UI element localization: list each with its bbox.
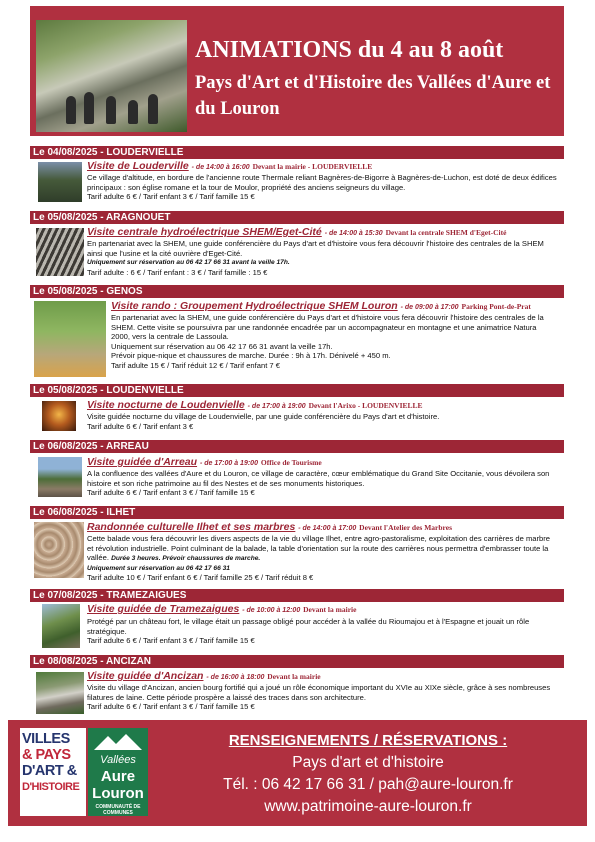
event-price: Tarif adulte 6 € / Tarif enfant 3 € / Tarif famille 15 € (87, 488, 255, 497)
event-place: Devant la centrale SHEM d'Eget-Cité (385, 228, 507, 237)
event-date-band: Le 07/08/2025 - TRAMEZAIGUES (30, 589, 564, 602)
event-photo (36, 228, 84, 276)
event-description (87, 239, 557, 277)
event-time: - de 17:00 à 19:00 (247, 403, 306, 410)
event-date-band: Le 06/08/2025 - ILHET (30, 506, 564, 519)
event-date-band: Le 05/08/2025 - ARAGNOUET (30, 211, 564, 224)
event-description (87, 412, 557, 431)
event-description (87, 617, 557, 646)
event-title-row (87, 603, 356, 615)
event-price: Tarif adulte 6 € / Tarif enfant 3 € / Tarif famille 15 € (87, 636, 255, 645)
event-name[interactable]: Visite guidée d'Ancizan (87, 670, 204, 682)
footer-contact[interactable]: Tél. : 06 42 17 66 31 / pah@aure-louron.fr (223, 776, 513, 793)
event-photo (34, 522, 84, 578)
event-price: Tarif adulte 6 € / Tarif enfant 3 € / Tarif famille 15 € (87, 192, 255, 201)
page-subtitle: Pays d'Art et d'Histoire des Vallées d'Aure et du Louron (195, 73, 551, 119)
event-photo (42, 604, 80, 648)
event-title-row (87, 670, 321, 682)
event-photo (34, 301, 106, 377)
event-price: Tarif adulte 15 € / Tarif réduit 12 € / Tarif enfant 7 € (111, 360, 280, 370)
event-place: Devant la mairie - LOUDERVIELLE (252, 162, 373, 171)
event-price: Tarif adulte : 6 € / Tarif enfant : 3 € / Tarif famille : 15 € (87, 267, 268, 277)
event-text: En partenariat avec la SHEM, une guide conférencière du Pays d'art et d'histoire vous fera découvrir l'histoire des centrales de la SHEM. Cette visite se poursuivra par une randonnée encadrée par un accompagnateur en montagne et une animatrice Natura 2000, vers la centrale de Lassoula. (111, 313, 544, 341)
footer-heading: RENSEIGNEMENTS / RÉSERVATIONS : (228, 732, 508, 749)
event-name[interactable]: Visite guidée d'Arreau (87, 456, 198, 468)
event-place: Office de Tourisme (260, 458, 322, 467)
event-title-row (87, 521, 452, 533)
event-time: - de 14:00 à 15:30 (324, 230, 383, 237)
event-title-row (87, 456, 322, 468)
event-place: Devant l'Arixo - LOUDENVIELLE (308, 401, 423, 410)
event-name[interactable]: Visite de Louderville (87, 160, 189, 172)
event-text: Visite guidée nocturne du village de Loudenvielle, par une guide conférencière du Pays d'art et d'histoire. (87, 412, 440, 421)
event-name[interactable]: Visite nocturne de Loudenvielle (87, 399, 245, 411)
event-booking: Uniquement sur réservation au 06 42 17 66 31 avant la veille 17h. (111, 341, 333, 351)
event-title-row (87, 160, 372, 172)
event-time: - de 14:00 à 16:00 (191, 164, 250, 171)
event-date-band: Le 06/08/2025 - ARREAU (30, 440, 564, 453)
event-text: A la confluence des vallées d'Aure et du Louron, ce village de caractère, cœur emblématique du Grand Site Occitanie, vous dévoilera son histoire et son riche patrimoine au fil des Nestes et de ses monuments historiques. (87, 469, 550, 488)
event-time: - de 14:00 à 17:00 (298, 525, 357, 532)
footer-banner (8, 720, 587, 826)
event-title-row (87, 399, 423, 411)
event-description (111, 313, 557, 370)
header-photo (36, 20, 187, 132)
event-photo (38, 457, 82, 497)
event-name[interactable]: Visite guidée de Tramezaigues (87, 603, 240, 615)
header-banner (30, 6, 564, 136)
event-date-band: Le 05/08/2025 - LOUDENVIELLE (30, 384, 564, 397)
page-title: ANIMATIONS du 4 au 8 août (195, 37, 504, 63)
event-text: Ce village d'altitude, en bordure de l'ancienne route Thermale reliant Bagnères-de-Bigorre à Bagnères-de-Luchon, est doté de deux édifices principaux : son église romane et la tour de Moulor, propriété des anciens seigneurs du village. (87, 173, 557, 192)
event-date-band: Le 05/08/2025 - GENOS (30, 285, 564, 298)
event-description (87, 534, 557, 583)
event-time: - de 17:00 à 19:00 (199, 460, 258, 467)
event-name[interactable]: Visite rando : Groupement Hydroélectrique SHEM Louron (111, 300, 398, 312)
event-booking-note: Uniquement sur réservation au 06 42 17 66 31 avant la veille 17h. (87, 259, 290, 266)
event-text: En partenariat avec la SHEM, une guide conférencière du Pays d'art et d'histoire vous fera découvrir l'histoire des centrales de la SHEM ainsi que l'usine et la cité ouvrière d'Eget-Cité. (87, 239, 544, 258)
event-place: Devant l'Atelier des Marbres (359, 523, 452, 532)
event-time: - de 16:00 à 18:00 (206, 674, 265, 681)
footer-website-link[interactable]: www.patrimoine-aure-louron.fr (264, 798, 472, 815)
event-place: Devant la mairie (267, 672, 321, 681)
event-time: - de 09:00 à 17:00 (400, 304, 459, 311)
event-date-band: Le 04/08/2025 - LOUDERVIELLE (30, 146, 564, 159)
event-description (87, 469, 557, 498)
event-name[interactable]: Randonnée culturelle Ilhet et ses marbres (87, 521, 296, 533)
event-photo (36, 672, 84, 714)
event-booking-note: Uniquement sur réservation au 06 42 17 66 31 (87, 564, 230, 572)
event-text: Visite du village d'Ancizan, ancien bourg fortifié qui a joué un rôle économique important du XVIe au XIXe siècle, grâce à ses nombreuses filatures de laine. Cette période prospère a laissé des traces dans son architecture. (87, 683, 551, 702)
event-name[interactable]: Visite centrale hydroélectrique SHEM/Eget-Cité (87, 226, 322, 238)
event-date-band: Le 08/08/2025 - ANCIZAN (30, 655, 564, 668)
event-text: Cette balade vous fera découvrir les divers aspects de la vie du village Ilhet, entre agro-pastoralisme, exploitation des carrières de marbre et révolution industrielle. Point culminant de la balade, la table d'orientation sur la route des carrières nous permettra d'embrasser toute la vallée. (87, 534, 551, 562)
event-place: Parking Pont-de-Prat (461, 302, 531, 311)
event-photo (42, 401, 76, 431)
event-practical: Prévoir pique-nique et chaussures de marche. Durée : 9h à 17h. Dénivelé + 450 m. (111, 351, 391, 360)
event-text: Protégé par un château fort, le village était un passage obligé pour accéder à la vallée du Rioumajou et à l'Espagne et jouait un rôle stratégique. (87, 617, 530, 636)
event-title-row (87, 226, 506, 238)
event-description (87, 173, 557, 202)
event-time: - de 10:00 à 12:00 (242, 607, 301, 614)
event-place: Devant la mairie (303, 605, 357, 614)
aure-louron-community-logo: Vallées Aure Louron COMMUNAUTÉ DE COMMUNES (88, 728, 148, 816)
event-title-row (111, 300, 531, 312)
villes-pays-art-histoire-logo: VILLES & PAYS D'ART & D'HISTOIRE (20, 728, 86, 816)
event-price: Tarif adulte 6 € / Tarif enfant 3 € (87, 421, 194, 431)
footer-organization: Pays d'art et d'histoire (292, 754, 444, 771)
event-practical: Durée 3 heures. Prévoir chaussures de marche. (111, 555, 261, 562)
event-description (87, 683, 557, 712)
mountain-icon (94, 732, 142, 750)
event-photo (38, 162, 82, 202)
event-price: Tarif adulte 6 € / Tarif enfant 3 € / Tarif famille 15 € (87, 702, 255, 711)
event-price: Tarif adulte 10 € / Tarif enfant 6 € / Tarif famille 25 € / Tarif réduit 8 € (87, 573, 314, 582)
